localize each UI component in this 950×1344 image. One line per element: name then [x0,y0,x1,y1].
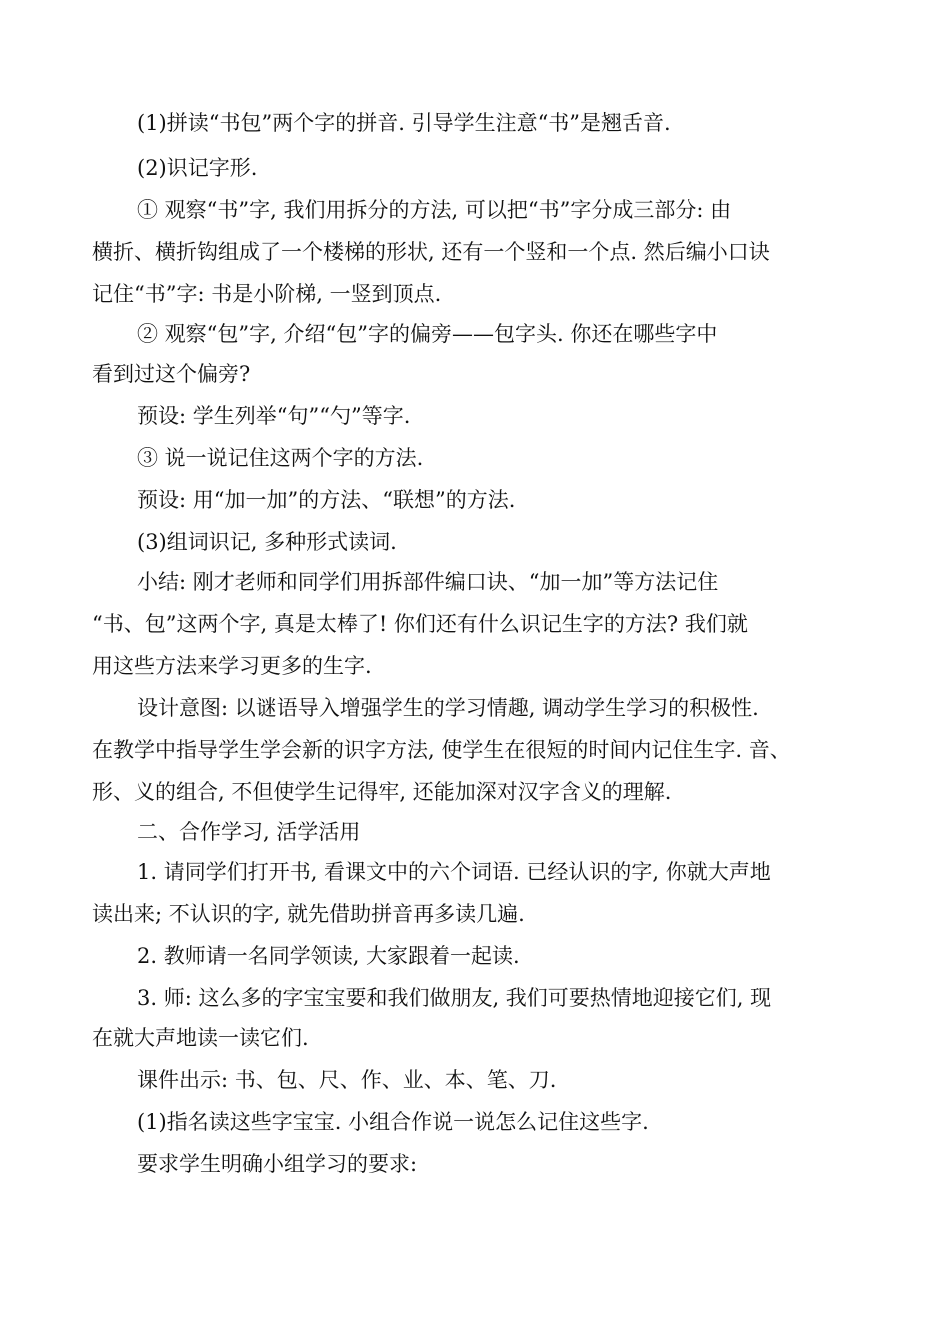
text-line: “书、包”这两个字, 真是太棒了! 你们还有什么识记生字的方法? 我们就 [92,612,748,636]
text-line: 2. 教师请一名同学领读, 大家跟着一起读. [137,944,520,968]
text-line: 看到过这个偏旁? [92,362,251,386]
text-line: 读出来; 不认识的字, 就先借助拼音再多读几遍. [92,902,525,926]
text-line: (1)指名读这些字宝宝. 小组合作说一说怎么记住这些字. [137,1110,649,1134]
text-line: 横折、横折钩组成了一个楼梯的形状, 还有一个竖和一个点. 然后编小口诀 [92,240,770,264]
text-line: (3)组词识记, 多种形式读词. [137,530,397,554]
text-line: 3. 师: 这么多的字宝宝要和我们做朋友, 我们可要热情地迎接它们, 现 [137,986,772,1010]
section-heading: 二、合作学习, 活学活用 [137,820,361,844]
text-line: 预设: 学生列举“句”“勺”等字. [137,404,411,428]
text-line: (1)拼读“书包”两个字的拼音. 引导学生注意“书”是翘舌音. [137,111,671,135]
text-line: 要求学生明确小组学习的要求: [137,1152,418,1176]
text-line: 形、义的组合, 不但使学生记得牢, 还能加深对汉字含义的理解. [92,780,672,804]
text-line: ① 观察“书”字, 我们用拆分的方法, 可以把“书”字分成三部分: 由 [137,198,732,222]
text-line: 1. 请同学们打开书, 看课文中的六个词语. 已经认识的字, 你就大声地 [137,860,771,884]
text-line: 在教学中指导学生学会新的识字方法, 使学生在很短的时间内记住生字. 音、 [92,738,791,762]
text-line: 预设: 用“加一加”的方法、“联想”的方法. [137,488,516,512]
text-line: (2)识记字形. [137,156,258,180]
text-line: 在就大声地读一读它们. [92,1026,309,1050]
text-line: ③ 说一说记住这两个字的方法. [137,446,424,470]
text-line: 课件出示: 书、包、尺、作、业、本、笔、刀. [137,1068,557,1092]
text-line: 设计意图: 以谜语导入增强学生的学习情趣, 调动学生学习的积极性. [137,696,759,720]
text-line: ② 观察“包”字, 介绍“包”字的偏旁——包字头. 你还在哪些字中 [137,322,718,346]
text-line: 记住“书”字: 书是小阶梯, 一竖到顶点. [92,282,442,306]
text-line: 小结: 刚才老师和同学们用拆部件编口诀、“加一加”等方法记住 [137,570,719,594]
text-line: 用这些方法来学习更多的生字. [92,654,372,678]
